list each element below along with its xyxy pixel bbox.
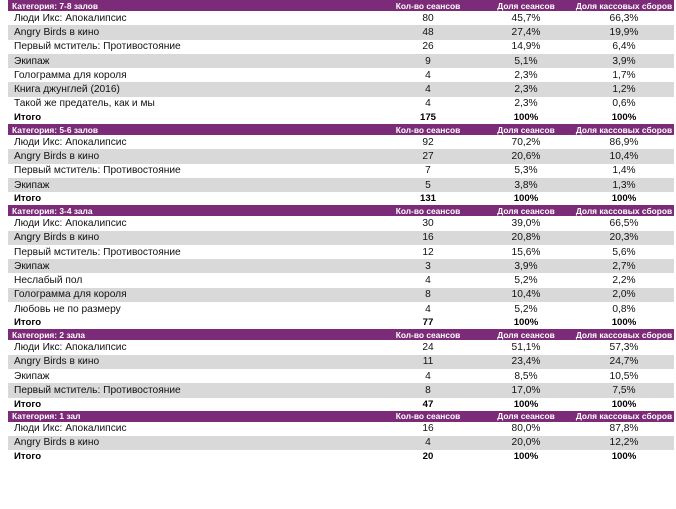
sessions-count: 9: [425, 55, 431, 67]
film-title: Книга джунглей (2016): [14, 84, 120, 96]
sessions-share: 14,9%: [511, 41, 541, 53]
total-row: [8, 111, 674, 124]
box-office-share: 57,3%: [609, 341, 639, 353]
sessions-share: 45,7%: [511, 12, 541, 24]
sessions-share: 5,3%: [514, 165, 538, 177]
sessions-count: 92: [422, 136, 434, 148]
column-header-sessions: Кол-во сеансов: [395, 0, 461, 11]
column-header-box-share: Доля кассовых сборов: [575, 205, 673, 216]
sessions-count: 26: [422, 41, 434, 53]
box-office-share: 0,8%: [612, 303, 636, 315]
sessions-share: 8,5%: [514, 370, 538, 382]
category-title: Категория: 5-6 залов: [12, 124, 99, 135]
total-label: Итого: [14, 451, 42, 463]
total-label: Итого: [14, 317, 42, 329]
sessions-share: 20,0%: [511, 437, 541, 449]
film-title: Голограмма для короля: [14, 289, 127, 301]
table-row: [8, 355, 674, 369]
category-header: [8, 329, 674, 340]
film-title: Экипаж: [14, 370, 50, 382]
film-title: Angry Birds в кино: [14, 151, 100, 163]
table-row: [8, 436, 674, 450]
table-row: [8, 68, 674, 82]
box-office-share: 6,4%: [612, 41, 636, 53]
sessions-share: 23,4%: [511, 356, 541, 368]
category-table: [8, 205, 674, 329]
film-title: Голограмма для короля: [14, 69, 127, 81]
sessions-count: 4: [425, 98, 431, 110]
box-office-share: 5,6%: [612, 246, 636, 258]
film-title: Первый мститель: Противостояние: [14, 41, 181, 53]
category-header: [8, 411, 674, 422]
sessions-count: 8: [425, 384, 431, 396]
category-title: Категория: 7-8 залов: [12, 0, 99, 11]
table-row: [8, 340, 674, 354]
category-table: [8, 411, 674, 464]
box-office-share: 87,8%: [609, 423, 639, 435]
total-row: [8, 398, 674, 411]
film-title: Первый мститель: Противостояние: [14, 246, 181, 258]
table-row: [8, 302, 674, 316]
total-row: [8, 192, 674, 205]
box-office-share: 10,5%: [609, 370, 639, 382]
column-header-share: Доля сеансов: [497, 329, 555, 340]
table-row: [8, 135, 674, 149]
sessions-count: 16: [422, 423, 434, 435]
box-office-share: 0,6%: [612, 98, 636, 110]
total-sessions: 131: [419, 193, 436, 205]
sessions-count: 4: [425, 69, 431, 81]
total-share: 100%: [513, 317, 539, 329]
total-share: 100%: [513, 398, 539, 410]
sessions-count: 11: [422, 356, 434, 368]
box-office-share: 24,7%: [609, 356, 639, 368]
box-office-share: 1,3%: [612, 179, 636, 191]
sessions-share: 15,6%: [511, 246, 541, 258]
box-office-share: 19,9%: [609, 26, 639, 38]
table-row: [8, 422, 674, 436]
box-office-share: 1,7%: [612, 69, 636, 81]
table-row: [8, 149, 674, 163]
film-title: Первый мститель: Противостояние: [14, 384, 181, 396]
table-row: [8, 178, 674, 192]
film-title: Люди Икс: Апокалипсис: [14, 341, 127, 353]
table-row: [8, 97, 674, 111]
film-title: Angry Birds в кино: [14, 232, 100, 244]
sessions-count: 3: [425, 260, 431, 272]
total-share: 100%: [513, 193, 539, 205]
total-box-share: 100%: [611, 112, 637, 124]
column-header-sessions: Кол-во сеансов: [395, 205, 461, 216]
column-header-box-share: Доля кассовых сборов: [575, 411, 673, 422]
sessions-count: 4: [425, 84, 431, 96]
box-office-share: 66,3%: [609, 12, 639, 24]
table-row: [8, 369, 674, 383]
table-row: [8, 231, 674, 245]
column-header-share: Доля сеансов: [497, 124, 555, 135]
table-row: [8, 164, 674, 178]
total-box-share: 100%: [611, 317, 637, 329]
sessions-count: 27: [422, 151, 434, 163]
category-title: Категория: 3-4 зала: [12, 205, 93, 216]
table-row: [8, 288, 674, 302]
total-row: [8, 450, 674, 463]
category-table: [8, 329, 674, 410]
box-office-share: 3,9%: [612, 55, 636, 67]
sessions-count: 4: [425, 303, 431, 315]
category-title: Категория: 1 зал: [12, 411, 81, 422]
film-title: Angry Birds в кино: [14, 437, 100, 449]
table-row: [8, 273, 674, 287]
total-row: [8, 316, 674, 329]
table-row: [8, 259, 674, 273]
sessions-share: 10,4%: [511, 289, 541, 301]
table-row: [8, 216, 674, 230]
sessions-count: 4: [425, 275, 431, 287]
total-label: Итого: [14, 398, 42, 410]
column-header-share: Доля сеансов: [497, 205, 555, 216]
film-title: Angry Birds в кино: [14, 26, 100, 38]
sessions-share: 2,3%: [514, 69, 538, 81]
total-sessions: 175: [419, 112, 436, 124]
sessions-count: 7: [425, 165, 431, 177]
column-header-box-share: Доля кассовых сборов: [575, 0, 673, 11]
film-title: Angry Birds в кино: [14, 356, 100, 368]
film-title: Люди Икс: Апокалипсис: [14, 136, 127, 148]
sessions-share: 20,6%: [511, 151, 541, 163]
box-office-share: 12,2%: [609, 437, 639, 449]
sessions-share: 51,1%: [511, 341, 541, 353]
total-box-share: 100%: [611, 193, 637, 205]
sessions-count: 24: [422, 341, 434, 353]
table-row: [8, 40, 674, 54]
column-header-share: Доля сеансов: [497, 0, 555, 11]
film-title: Экипаж: [14, 179, 50, 191]
category-table: [8, 0, 674, 124]
film-title: Такой же предатель, как и мы: [14, 98, 155, 110]
sessions-count: 12: [422, 246, 434, 258]
total-sessions: 77: [422, 317, 434, 329]
box-office-share: 2,0%: [612, 289, 636, 301]
box-office-share: 86,9%: [609, 136, 639, 148]
sessions-count: 4: [425, 370, 431, 382]
box-office-share: 20,3%: [609, 232, 639, 244]
total-sessions: 20: [422, 451, 434, 463]
sessions-count: 16: [422, 232, 434, 244]
category-header: [8, 0, 674, 11]
film-title: Экипаж: [14, 55, 50, 67]
sessions-share: 2,3%: [514, 98, 538, 110]
total-box-share: 100%: [611, 398, 637, 410]
column-header-share: Доля сеансов: [497, 411, 555, 422]
box-office-share: 2,7%: [612, 260, 636, 272]
film-title: Люди Икс: Апокалипсис: [14, 217, 127, 229]
table-row: [8, 54, 674, 68]
sessions-share: 80,0%: [511, 423, 541, 435]
sessions-share: 17,0%: [511, 384, 541, 396]
category-title: Категория: 2 зала: [12, 329, 86, 340]
sessions-share: 5,1%: [514, 55, 538, 67]
table-row: [8, 11, 674, 25]
sessions-count: 30: [422, 217, 434, 229]
sessions-count: 8: [425, 289, 431, 301]
category-header: [8, 205, 674, 216]
sessions-share: 70,2%: [511, 136, 541, 148]
total-share: 100%: [513, 112, 539, 124]
column-header-box-share: Доля кассовых сборов: [575, 124, 673, 135]
sessions-share: 3,8%: [514, 179, 538, 191]
film-title: Любовь не по размеру: [14, 303, 121, 315]
box-office-share: 1,4%: [612, 165, 636, 177]
film-title: Люди Икс: Апокалипсис: [14, 423, 127, 435]
column-header-sessions: Кол-во сеансов: [395, 329, 461, 340]
table-row: [8, 383, 674, 397]
film-title: Первый мститель: Противостояние: [14, 165, 181, 177]
total-sessions: 47: [422, 398, 434, 410]
film-title: Люди Икс: Апокалипсис: [14, 12, 127, 24]
total-label: Итого: [14, 193, 42, 205]
box-office-share: 66,5%: [609, 217, 639, 229]
column-header-sessions: Кол-во сеансов: [395, 411, 461, 422]
film-title: Экипаж: [14, 260, 50, 272]
box-office-share: 10,4%: [609, 151, 639, 163]
column-header-sessions: Кол-во сеансов: [395, 124, 461, 135]
box-office-share: 1,2%: [612, 84, 636, 96]
box-office-share: 7,5%: [612, 384, 636, 396]
sessions-share: 27,4%: [511, 26, 541, 38]
sessions-share: 39,0%: [511, 217, 541, 229]
category-table: [8, 124, 674, 205]
table-row: [8, 245, 674, 259]
sessions-share: 20,8%: [511, 232, 541, 244]
total-share: 100%: [513, 451, 539, 463]
table-row: [8, 82, 674, 96]
sessions-share: 2,3%: [514, 84, 538, 96]
sessions-count: 4: [425, 437, 431, 449]
sessions-share: 3,9%: [514, 260, 538, 272]
total-box-share: 100%: [611, 451, 637, 463]
sessions-share: 5,2%: [514, 303, 538, 315]
film-title: Неслабый пол: [14, 275, 83, 287]
sessions-count: 80: [422, 12, 434, 24]
total-label: Итого: [14, 112, 42, 124]
sessions-share: 5,2%: [514, 275, 538, 287]
sessions-count: 5: [425, 179, 431, 191]
column-header-box-share: Доля кассовых сборов: [575, 329, 673, 340]
sessions-count: 48: [422, 26, 434, 38]
category-header: [8, 124, 674, 135]
table-row: [8, 25, 674, 39]
box-office-share: 2,2%: [612, 275, 636, 287]
